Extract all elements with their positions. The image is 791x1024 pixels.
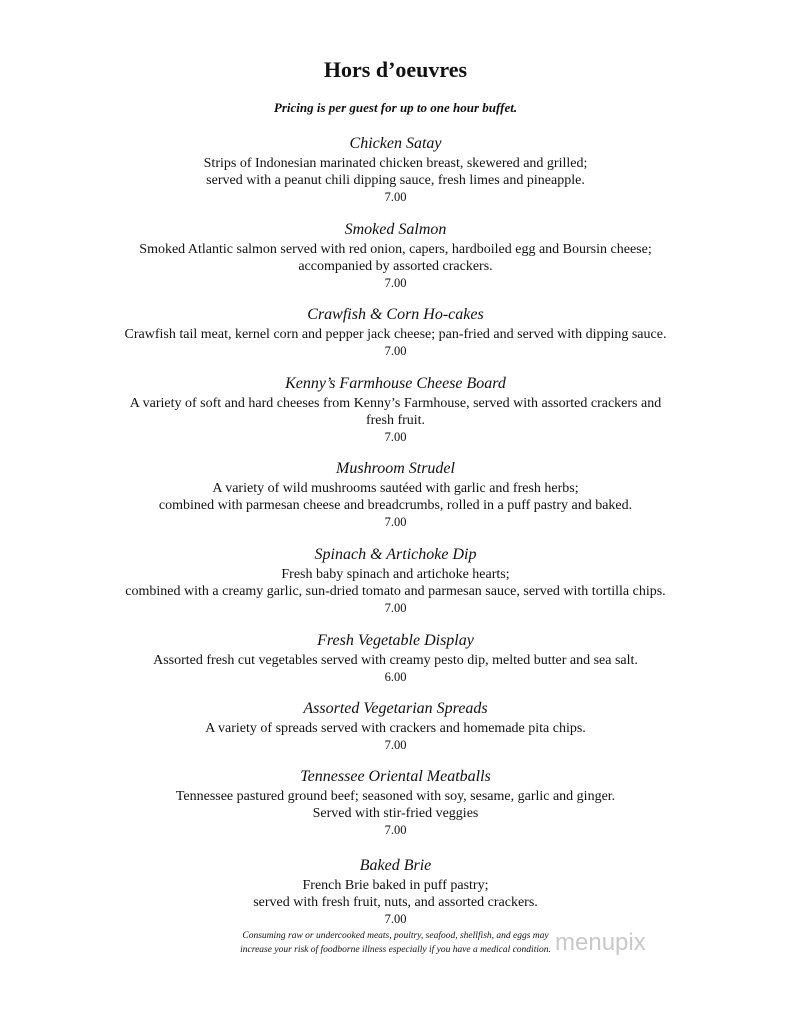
item-name: Crawfish & Corn Ho-cakes bbox=[307, 306, 484, 323]
item-name: Mushroom Strudel bbox=[336, 460, 455, 477]
menu-item-mushroom-strudel bbox=[90, 459, 701, 530]
item-description-line: Fresh baby spinach and artichoke hearts; bbox=[281, 567, 510, 582]
menupix-watermark: menupix bbox=[555, 929, 646, 956]
item-description-line: A variety of spreads served with crackers and homemade pita chips. bbox=[205, 721, 586, 736]
item-price: 7.00 bbox=[384, 601, 407, 615]
menu-item-chicken-satay bbox=[90, 134, 701, 205]
item-description-line: combined with a creamy garlic, sun-dried tomato and parmesan sauce, served with tortilla chips. bbox=[125, 584, 666, 599]
item-name: Kenny’s Farmhouse Cheese Board bbox=[285, 375, 506, 392]
item-description-line: Assorted fresh cut vegetables served with creamy pesto dip, melted butter and sea salt. bbox=[153, 653, 638, 668]
item-description-line: fresh fruit. bbox=[365, 413, 426, 428]
menu-item-spinach-artichoke-dip bbox=[90, 545, 701, 616]
menu-item-cheese-board bbox=[90, 374, 701, 445]
disclaimer-line: Consuming raw or undercooked meats, poultry, seafood, shellfish, and eggs may bbox=[242, 931, 549, 941]
item-description-line: served with fresh fruit, nuts, and assorted crackers. bbox=[253, 895, 538, 910]
item-name: Assorted Vegetarian Spreads bbox=[303, 700, 488, 717]
item-description-line: A variety of soft and hard cheeses from Kenny’s Farmhouse, served with assorted crackers and bbox=[129, 396, 662, 411]
item-description-line: Strips of Indonesian marinated chicken breast, skewered and grilled; bbox=[203, 156, 588, 171]
item-description-line: French Brie baked in puff pastry; bbox=[302, 878, 489, 893]
item-price: 7.00 bbox=[384, 344, 407, 358]
item-price: 7.00 bbox=[384, 276, 407, 290]
menu-item-crawfish-corn-ho-cakes bbox=[90, 305, 701, 359]
item-description-line: accompanied by assorted crackers. bbox=[298, 259, 493, 274]
item-price: 7.00 bbox=[384, 190, 407, 204]
item-price: 7.00 bbox=[384, 912, 407, 926]
menu-item-baked-brie bbox=[90, 856, 701, 927]
menu-item-fresh-vegetable-display bbox=[90, 631, 701, 685]
item-name: Smoked Salmon bbox=[344, 221, 447, 238]
pricing-note: Pricing is per guest for up to one hour buffet. bbox=[273, 100, 518, 115]
item-price: 7.00 bbox=[384, 515, 407, 529]
item-price: 7.00 bbox=[384, 738, 407, 752]
item-description-line: served with a peanut chili dipping sauce, fresh limes and pineapple. bbox=[206, 173, 585, 188]
menu-item-smoked-salmon bbox=[90, 220, 701, 291]
page-title: Hors d’oeuvres bbox=[323, 57, 468, 82]
item-name: Fresh Vegetable Display bbox=[317, 632, 474, 649]
menu-item-oriental-meatballs bbox=[90, 767, 701, 838]
item-name: Tennessee Oriental Meatballs bbox=[300, 768, 491, 785]
menu-item-vegetarian-spreads bbox=[90, 699, 701, 753]
item-description-line: Smoked Atlantic salmon served with red onion, capers, hardboiled egg and Boursin cheese; bbox=[139, 242, 652, 257]
item-price: 7.00 bbox=[384, 430, 407, 444]
item-description-line: Served with stir-fried veggies bbox=[312, 806, 479, 821]
item-description-line: combined with parmesan cheese and breadcrumbs, rolled in a puff pastry and baked. bbox=[158, 498, 633, 513]
disclaimer-line: increase your risk of foodborne illness especially if you have a medical condition. bbox=[240, 945, 551, 955]
item-name: Chicken Satay bbox=[349, 135, 442, 152]
item-name: Spinach & Artichoke Dip bbox=[314, 546, 477, 563]
item-name: Baked Brie bbox=[359, 857, 432, 874]
item-price: 7.00 bbox=[384, 823, 407, 837]
item-description-line: A variety of wild mushrooms sautéed with garlic and fresh herbs; bbox=[212, 481, 579, 496]
item-description-line: Crawfish tail meat, kernel corn and pepper jack cheese; pan-fried and served with dipping sauce. bbox=[124, 327, 667, 342]
item-description-line: Tennessee pastured ground beef; seasoned with soy, sesame, garlic and ginger. bbox=[175, 789, 616, 804]
item-price: 6.00 bbox=[384, 670, 407, 684]
